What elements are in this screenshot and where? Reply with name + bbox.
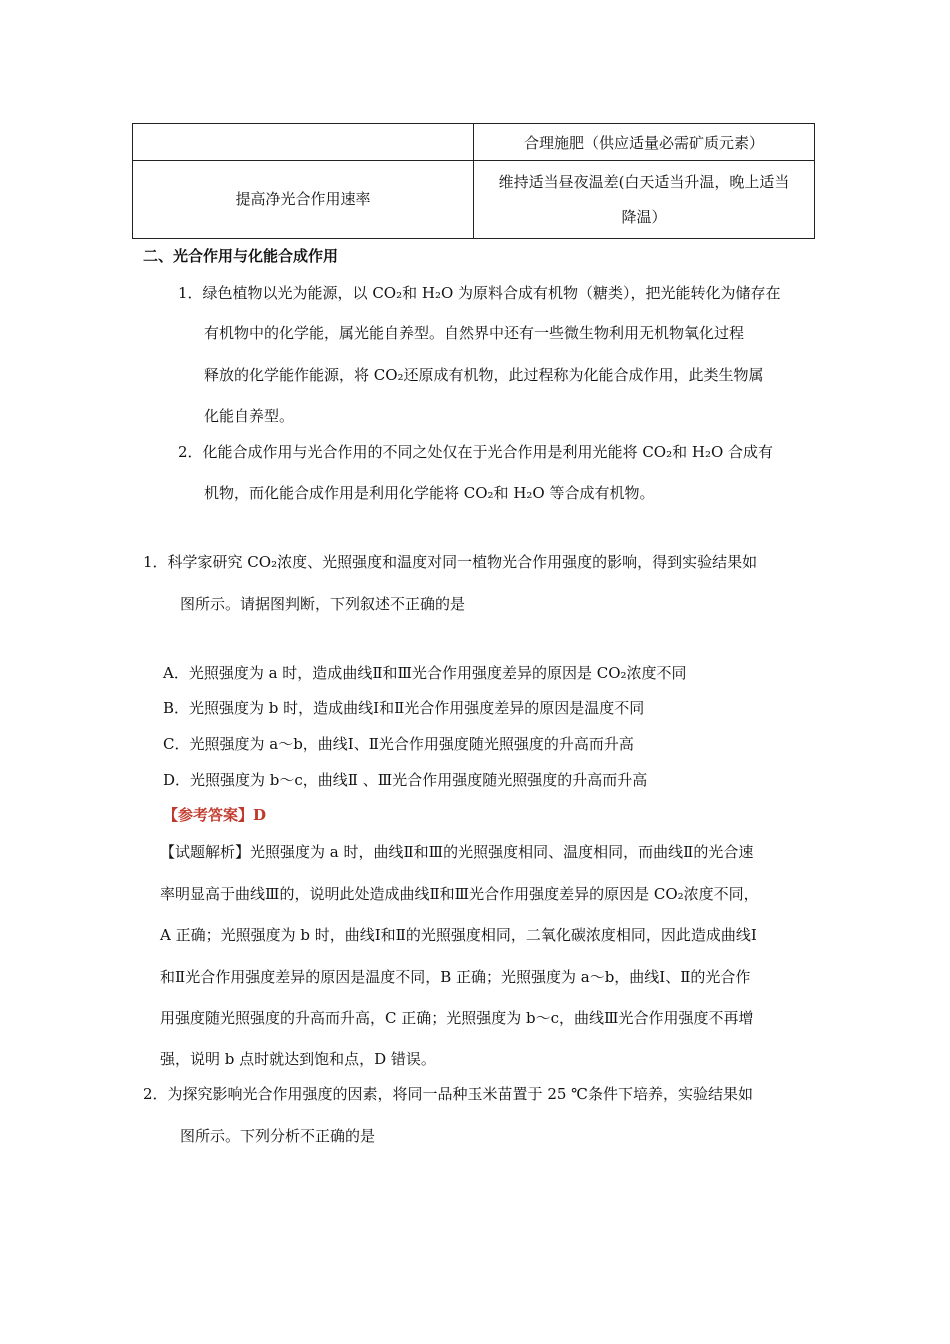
table-cell-line: 维持适当昼夜温差(白天适当升温，晚上适当 <box>498 172 790 191</box>
paragraph-line: 释放的化学能作能源，将 CO₂还原成有机物，此过程称为化能合成作用，此类生物属 <box>204 366 764 384</box>
answer-line <box>163 805 266 825</box>
option-a: A．光照强度为 a 时，造成曲线Ⅱ和Ⅲ光合作用强度差异的原因是 CO₂浓度不同 <box>163 664 687 682</box>
table-cell-empty <box>133 124 474 161</box>
paragraph-line: 化能自养型。 <box>204 407 295 425</box>
question-stem: 图所示。请据图判断，下列叙述不正确的是 <box>180 595 466 613</box>
analysis-line: 和Ⅱ光合作用强度差异的原因是温度不同，B 正确；光照强度为 a～b，曲线Ⅰ、Ⅱ的光合作 <box>160 968 751 986</box>
analysis-line: A 正确；光照强度为 b 时，曲线Ⅰ和Ⅱ的光照强度相同，二氧化碳浓度相同，因此造成曲线Ⅰ <box>160 926 757 944</box>
answer-value: D <box>253 806 267 824</box>
section-heading: 二、光合作用与化能合成作用 <box>143 247 339 265</box>
question-stem: 2．为探究影响光合作用强度的因素，将同一品种玉米苗置于 25 ℃条件下培养，实验结果如 <box>143 1085 753 1103</box>
paragraph-line: 1．绿色植物以光为能源，以 CO₂和 H₂O 为原料合成有机物（糖类），把光能转化为储存在 <box>178 284 781 302</box>
question-stem: 1．科学家研究 CO₂浓度、光照强度和温度对同一植物光合作用强度的影响，得到实验结果如 <box>143 553 758 571</box>
paragraph-line: 2．化能合成作用与光合作用的不同之处仅在于光合作用是利用光能将 CO₂和 H₂O 合成有 <box>178 443 774 461</box>
table-cell-temperature-diff <box>474 161 815 239</box>
paragraph-line: 有机物中的化学能，属光能自养型。自然界中还有一些微生物利用无机物氧化过程 <box>204 324 745 342</box>
table-cell-line: 降温） <box>621 207 667 226</box>
analysis-line: 强，说明 b 点时就达到饱和点，D 错误。 <box>160 1050 436 1068</box>
analysis-line: 率明显高于曲线Ⅲ的，说明此处造成曲线Ⅱ和Ⅲ光合作用强度差异的原因是 CO₂浓度不同， <box>160 885 759 903</box>
option-d: D．光照强度为 b～c，曲线Ⅱ 、Ⅲ光合作用强度随光照强度的升高而升高 <box>163 771 648 789</box>
analysis-line: 用强度随光照强度的升高而升高，C 正确；光照强度为 b～c，曲线Ⅲ光合作用强度不再增 <box>160 1009 754 1027</box>
paragraph-line: 机物，而化能合成作用是利用化学能将 CO₂和 H₂O 等合成有机物。 <box>204 484 655 502</box>
option-b: B．光照强度为 b 时，造成曲线Ⅰ和Ⅱ光合作用强度差异的原因是温度不同 <box>163 699 645 717</box>
table-cell-fertilize: 合理施肥（供应适量必需矿质元素） <box>474 124 815 161</box>
question-stem: 图所示。下列分析不正确的是 <box>180 1127 376 1145</box>
measures-table <box>132 123 815 239</box>
option-c: C．光照强度为 a～b，曲线Ⅰ、Ⅱ光合作用强度随光照强度的升高而升高 <box>163 735 634 753</box>
answer-label: 【参考答案】 <box>163 806 254 824</box>
table-cell-net-photosynthesis: 提高净光合作用速率 <box>133 161 474 239</box>
analysis-line: 【试题解析】光照强度为 a 时，曲线Ⅱ和Ⅲ的光照强度相同、温度相同，而曲线Ⅱ的光合速 <box>160 843 754 861</box>
